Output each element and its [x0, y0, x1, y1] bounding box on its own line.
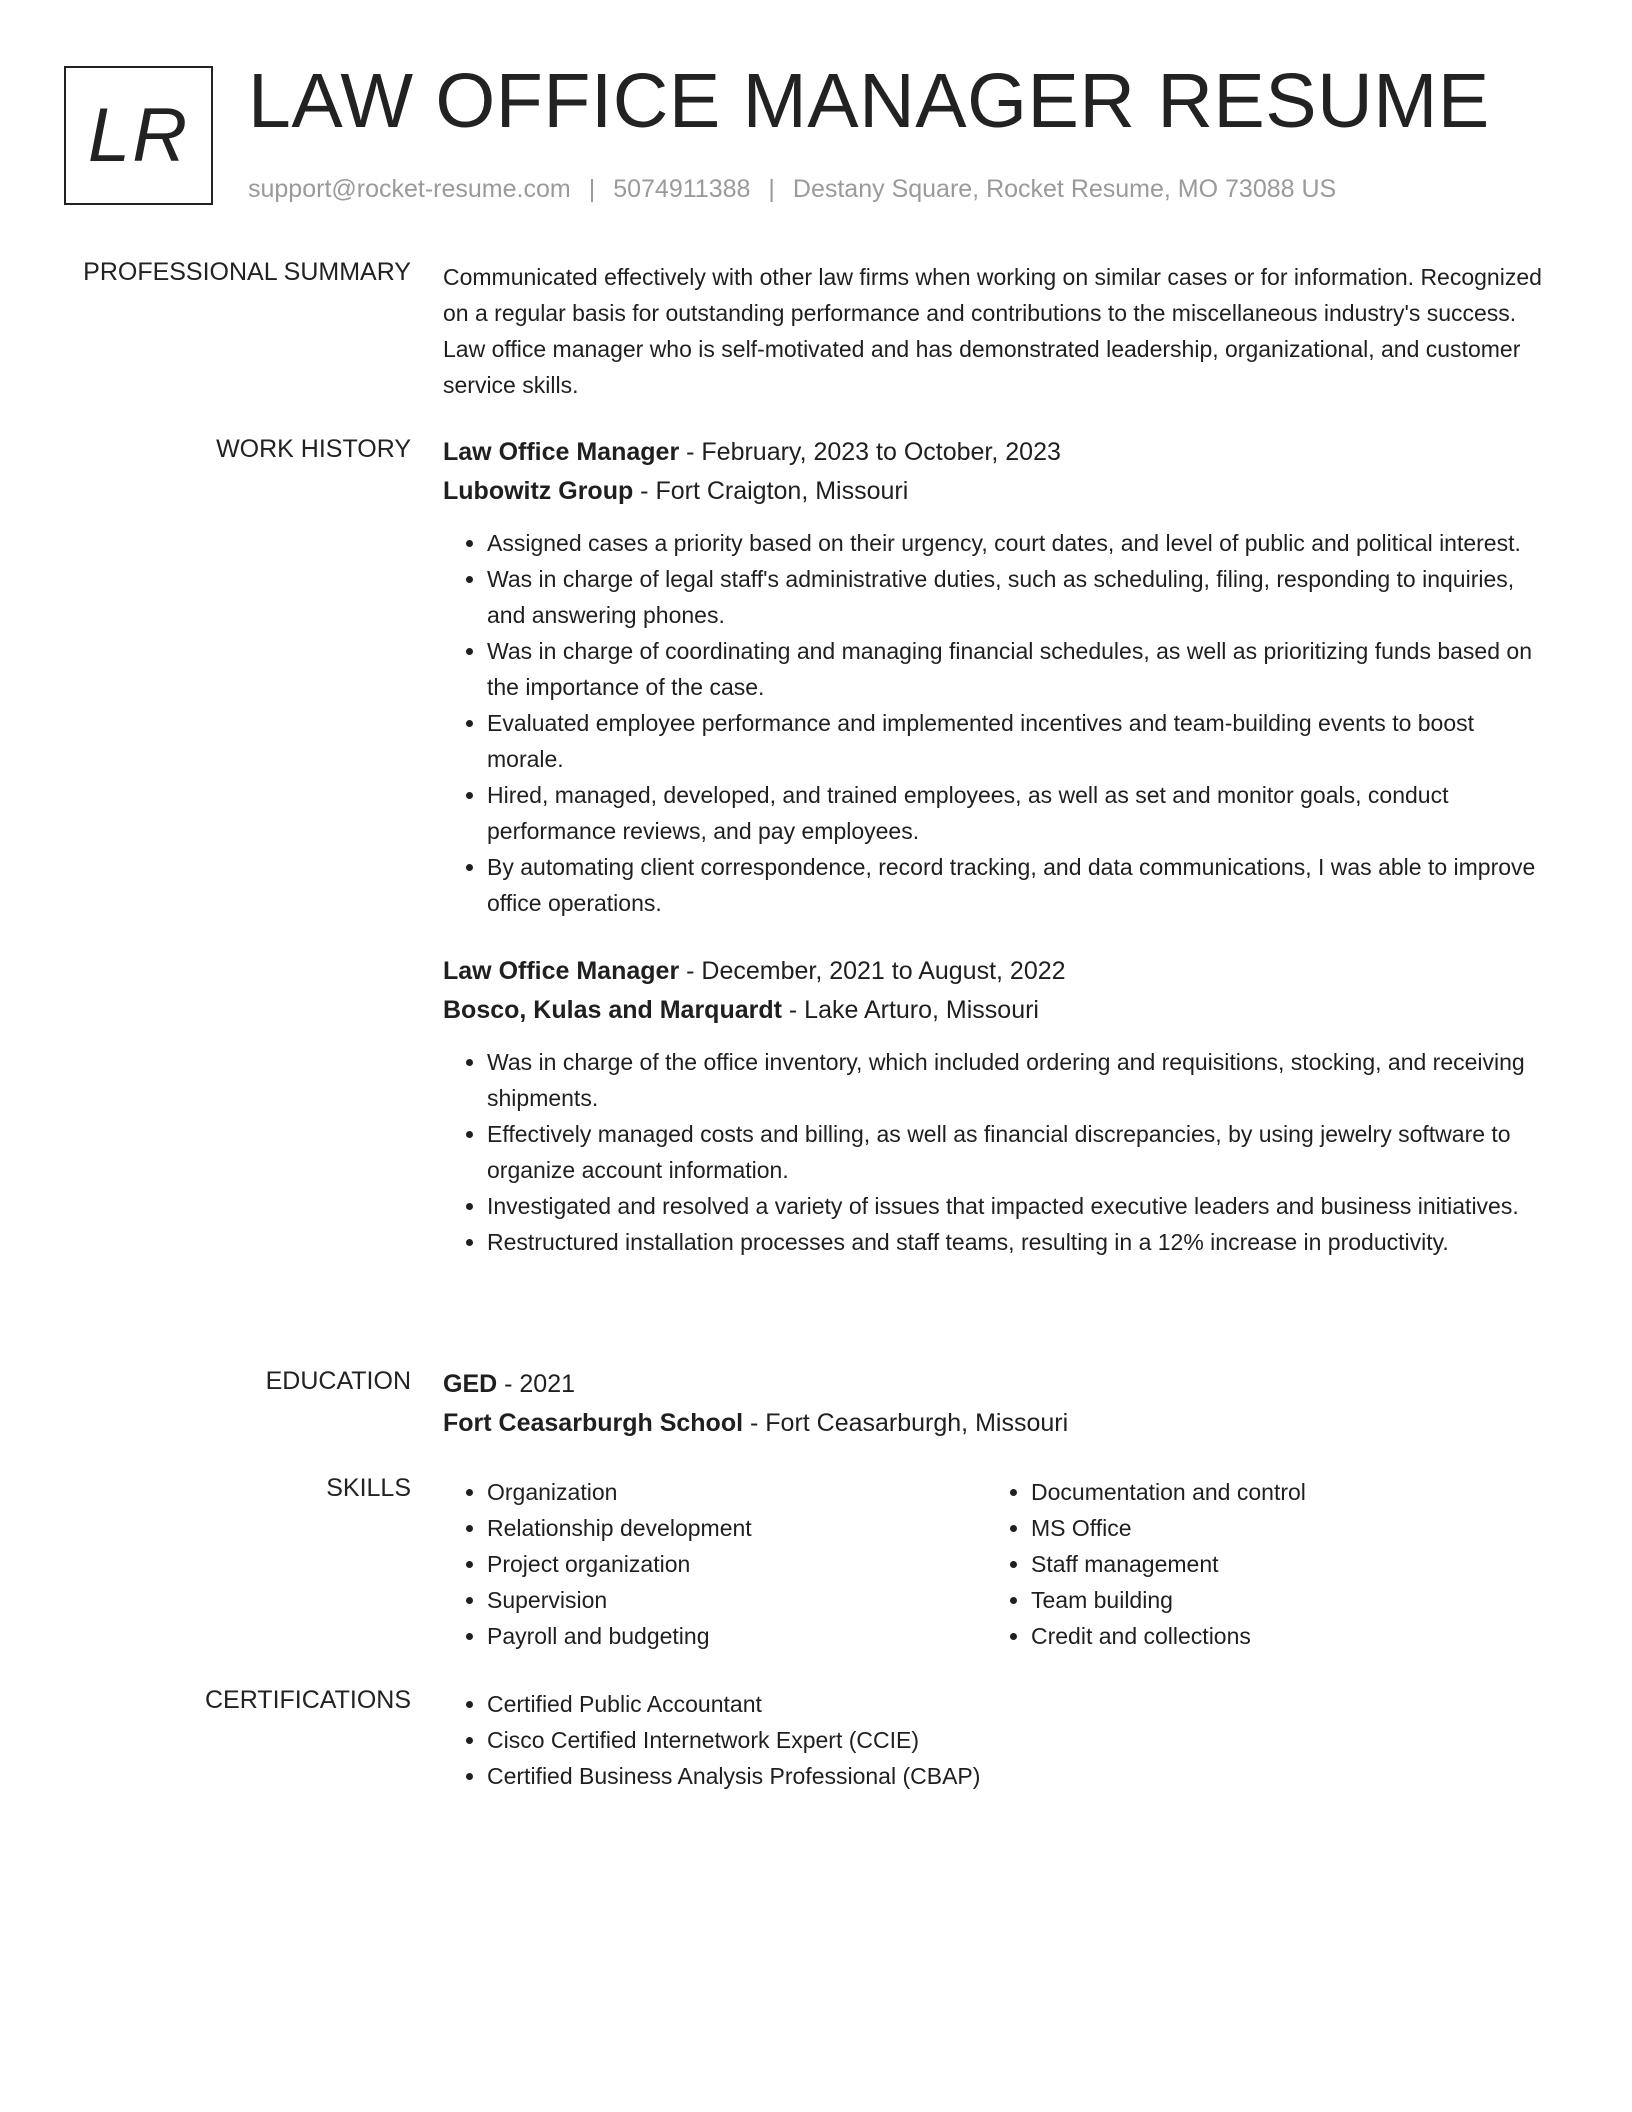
list-item: • Was in charge of the office inventory, which included ordering and requisitions, stocking, and receiving shipments.	[487, 1044, 1553, 1116]
page-title: LAW OFFICE MANAGER RESUME	[248, 58, 1490, 144]
job-dates: - February, 2023 to October, 2023	[679, 438, 1061, 466]
job-company-line	[443, 991, 1553, 1030]
summary-label: PROFESSIONAL SUMMARY	[83, 258, 411, 286]
list-item: • Hired, managed, developed, and trained employees, as well as set and monitor goals, conduct performance reviews, and pay employees.	[487, 777, 1553, 849]
job-company: Bosco, Kulas and Marquardt	[443, 996, 782, 1024]
contact-address: Destany Square, Rocket Resume, MO 73088 US	[792, 175, 1337, 203]
contact-email[interactable]: support@rocket-resume.com	[248, 175, 571, 203]
education-label: EDUCATION	[265, 1367, 411, 1395]
list-item: • Credit and collections	[1031, 1618, 1531, 1654]
certifications-label: CERTIFICATIONS	[204, 1686, 411, 1714]
job-bullets	[443, 525, 1553, 921]
contact-phone[interactable]: 5074911388	[613, 175, 751, 203]
contact-separator: |	[588, 175, 596, 203]
job-title-line	[443, 952, 1553, 991]
monogram-logo: LR	[64, 66, 213, 205]
list-item: • Organization	[487, 1474, 987, 1510]
list-item: • Cisco Certified Internetwork Expert (CCIE)	[487, 1722, 1553, 1758]
list-item: • Restructured installation processes and staff teams, resulting in a 12% increase in productivity.	[487, 1224, 1553, 1260]
job-location: - Lake Arturo, Missouri	[781, 996, 1039, 1024]
skills-grid	[443, 1474, 1553, 1654]
job-title: Law Office Manager	[443, 957, 680, 985]
job-company-line	[443, 472, 1553, 511]
job-location: - Fort Craigton, Missouri	[633, 477, 909, 505]
list-item: • Project organization	[487, 1546, 987, 1582]
education-location: - Fort Ceasarburgh, Missouri	[743, 1409, 1069, 1437]
list-item: • Relationship development	[487, 1510, 987, 1546]
list-item: • Investigated and resolved a variety of issues that impacted executive leaders and business initiatives.	[487, 1188, 1553, 1224]
list-item: • Payroll and budgeting	[487, 1618, 987, 1654]
list-item: • Was in charge of coordinating and managing financial schedules, as well as prioritizing funds based on the importance of the case.	[487, 633, 1553, 705]
education-degree-line	[443, 1365, 1553, 1404]
list-item: • Supervision	[487, 1582, 987, 1618]
education-year: - 2021	[497, 1370, 576, 1398]
list-item: • Documentation and control	[1031, 1474, 1531, 1510]
summary-text: Communicated effectively with other law firms when working on similar cases or for information. Recognized on a regular basis for outstanding performance and contributions to the miscellaneous industry's success. Law office manager who is self-motivated and has demonstrated leadership, organizational, and customer service skills.	[443, 264, 1542, 398]
job-entry	[443, 433, 1553, 921]
list-item: • Team building	[1031, 1582, 1531, 1618]
certifications-list	[443, 1686, 1553, 1794]
job-bullets	[443, 1044, 1553, 1260]
work-history-label: WORK HISTORY	[216, 435, 411, 463]
job-dates: - December, 2021 to August, 2022	[679, 957, 1066, 985]
list-item: • MS Office	[1031, 1510, 1531, 1546]
skills-label: SKILLS	[326, 1474, 411, 1502]
list-item: • Was in charge of legal staff's administrative duties, such as scheduling, filing, responding to inquiries, and answering phones.	[487, 561, 1553, 633]
list-item: • By automating client correspondence, record tracking, and data communications, I was able to improve office operations.	[487, 849, 1553, 921]
list-item: • Effectively managed costs and billing, as well as financial discrepancies, by using jewelry software to organize account information.	[487, 1116, 1553, 1188]
contact-separator: |	[768, 175, 775, 203]
education-school: Fort Ceasarburgh School	[443, 1409, 744, 1437]
list-item: • Certified Public Accountant	[487, 1686, 1553, 1722]
list-item: • Assigned cases a priority based on their urgency, court dates, and level of public and political interest.	[487, 525, 1553, 561]
contact-line	[248, 175, 1336, 204]
job-entry	[443, 952, 1553, 1260]
education-degree: GED	[443, 1370, 498, 1398]
education-school-line	[443, 1404, 1553, 1443]
job-company: Lubowitz Group	[443, 477, 634, 505]
list-item: • Evaluated employee performance and implemented incentives and team-building events to boost morale.	[487, 705, 1553, 777]
skills-list-left	[443, 1474, 987, 1654]
list-item: • Staff management	[1031, 1546, 1531, 1582]
job-title: Law Office Manager	[443, 438, 680, 466]
list-item: • Certified Business Analysis Professional (CBAP)	[487, 1758, 1553, 1794]
job-title-line	[443, 433, 1553, 472]
skills-list-right	[987, 1474, 1531, 1654]
